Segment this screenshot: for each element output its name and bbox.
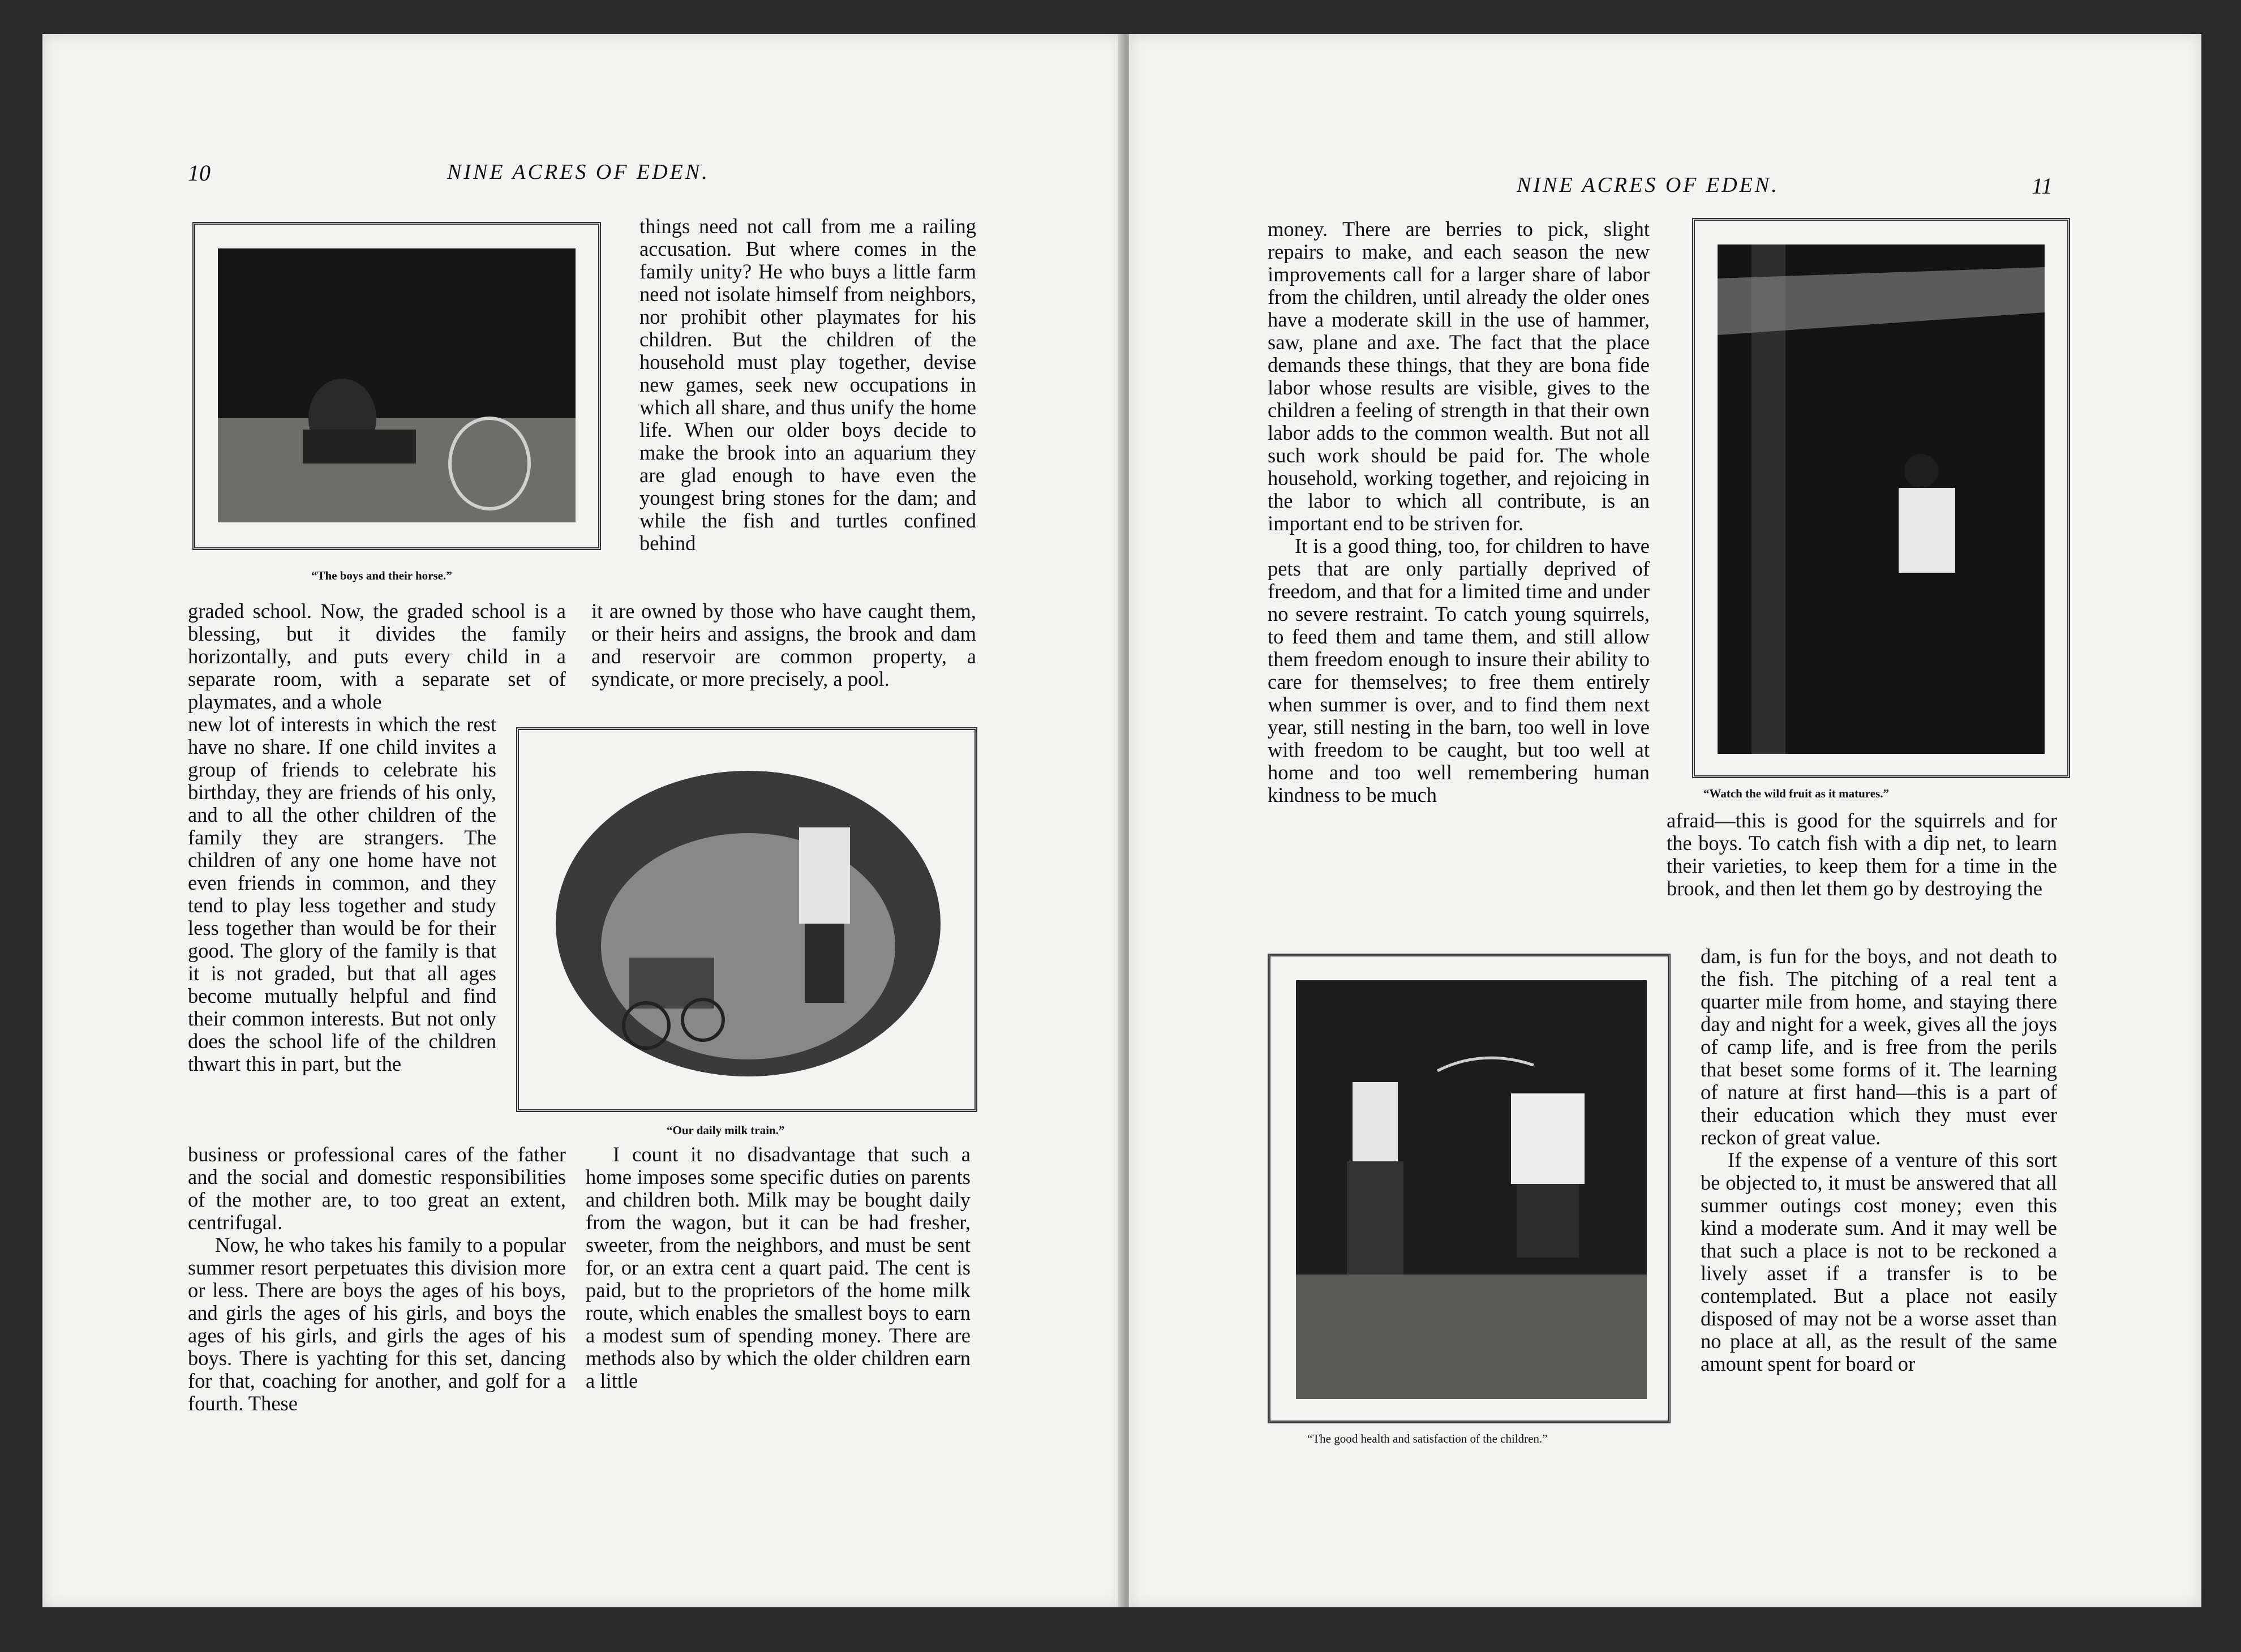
page-number-left: 10 [188,160,211,186]
caption-plate-3: “Watch the wild fruit as it matures.” [1703,787,1890,800]
right-col2-b [1701,945,2057,1375]
plate-wild-fruit [1692,218,2070,778]
paragraph: afraid—this is good for the squirrels and for the boys. To catch fish with a dip net, to learn their varieties, to keep them for a time in the brook, and then let them go by destroying the [1667,809,2057,900]
caption-plate-4: “The good health and satisfaction of the children.” [1307,1432,1548,1445]
paragraph: it are owned by those who have caught them, or their heirs and assigns, the brook and dam and reservoir are common property, a syndicate, or more precisely, a pool. [591,599,976,690]
left-col1-c [188,1143,566,1415]
caption-plate-1: “The boys and their horse.” [311,569,452,582]
left-col2-top [639,215,976,555]
paragraph: Now, he who takes his family to a popular summer resort perpetuates this division more or less. There are boys the ages of his boys, and girls the ages of his girls, and boys the ages of his girls, and girls the ages of his boys. There is yachting for this set, dancing for that, coaching for another, and golf for a fourth. These [188,1233,566,1415]
photo-milk-train [544,754,952,1085]
paragraph: I count it no disadvantage that such a home imposes some specific duties on parents and children both. Milk may be bought daily from the wagon, but it can be had fresher, sweeter, from the neighbors, and must be sent for, or an extra cent a quart paid. The cent is paid, but to the proprietors of the home milk route, which enables the smallest boys to earn a modest sum of spending money. There are methods also by which the older children earn a little [586,1143,971,1392]
paragraph: money. There are berries to pick, slight repairs to make, and each season the new improvements call for a larger share of labor from the children, until already the older ones have a moderate skill in the use of hammer, saw, plane and axe. The fact that the place demands these things, that they are bona fide labor whose results are visible, gives to the children a feeling of strength in that their own labor adds to the common wealth. But not all such work should be paid for. The whole household, working together, and rejoicing in the labor to which all contribute, is an important end to be striven for. [1268,217,1650,535]
paragraph: things need not call from me a railing accusation. But where comes in the family unity? He who buys a little farm need not isolate himself from neighbors, nor prohibit other playmates for his children. But the children of the household must play together, devise new games, seek new occupations in which all share, and thus unify the home life. When our older boys decide to make the brook into an aquarium they are glad enough to have even the youngest bring stones for the dam; and while the fish and turtles confined behind [639,214,976,555]
paragraph: It is a good thing, too, for children to have pets that are only partially deprived of freedom, and that for a limited time and under no severe restraint. To catch young squirrels, to feed them and tame them, and still allow them freedom enough to insure their ability to care for themselves; to free them entirely when summer is over, and to find them next year, still nesting in the barn, too well in love with freedom to be caught, but too well at home and too well remembering human kindness to be much [1268,534,1650,806]
paragraph: dam, is fun for the boys, and not death to the fish. The pitching of a real tent a quarter mile from home, and staying there day and night for a week, gives all the joys of camp life, and is free from the perils that beset some forms of it. The learning of nature at first hand—this is a part of their education which they must ever reckon of great value. [1701,945,2057,1149]
left-full-width-1 [591,600,976,690]
photo-wild-fruit [1718,244,2045,754]
right-col2-a [1667,809,2057,900]
right-col1 [1268,218,1650,806]
photo-good-health [1296,980,1647,1399]
running-head-left: NINE ACRES OF EDEN. [447,160,710,184]
running-head-right: NINE ACRES OF EDEN. [1517,173,1779,197]
paragraph: If the expense of a venture of this sort be objected to, it must be answered that all summer outings cost money; even this kind a moderate sum. And it may well be that such a place is not to be reckoned a lively asset if a transfer is to be contemplated. But a place not easily disposed of may not be a worse asset than no place at all, as the result of the same amount spent for board or [1701,1148,2057,1375]
plate-boys-and-horse [192,222,601,550]
left-col1-b [188,713,496,1075]
paragraph: graded school. Now, the graded school is a blessing, but it divides the family horizontally, and puts every child in a separate room, with a separate set of playmates, and a whole [188,599,566,713]
page-number-right: 11 [2032,173,2053,199]
plate-milk-train [516,727,977,1112]
left-col1-a [188,600,566,713]
left-col2-bottom [586,1143,971,1392]
paragraph: new lot of interests in which the rest have no share. If one child invites a group of friends to celebrate his birthday, they are friends of his only, and to all the other children of the family they are strangers. The children of any one home have not even friends in common, and they tend to play less together and study less together than would be for their good. The glory of the family is that it is not graded, but that all ages become mutually helpful and find their common interests. But not only does the school life of the children thwart this in part, but the [188,713,496,1075]
paragraph: business or professional cares of the father and the social and domestic responsibilities of the mother are, to too great an extent, centrifugal. [188,1143,566,1234]
plate-good-health [1268,954,1671,1423]
caption-plate-2: “Our daily milk train.” [667,1123,785,1137]
photo-boys-and-horse [218,248,576,522]
